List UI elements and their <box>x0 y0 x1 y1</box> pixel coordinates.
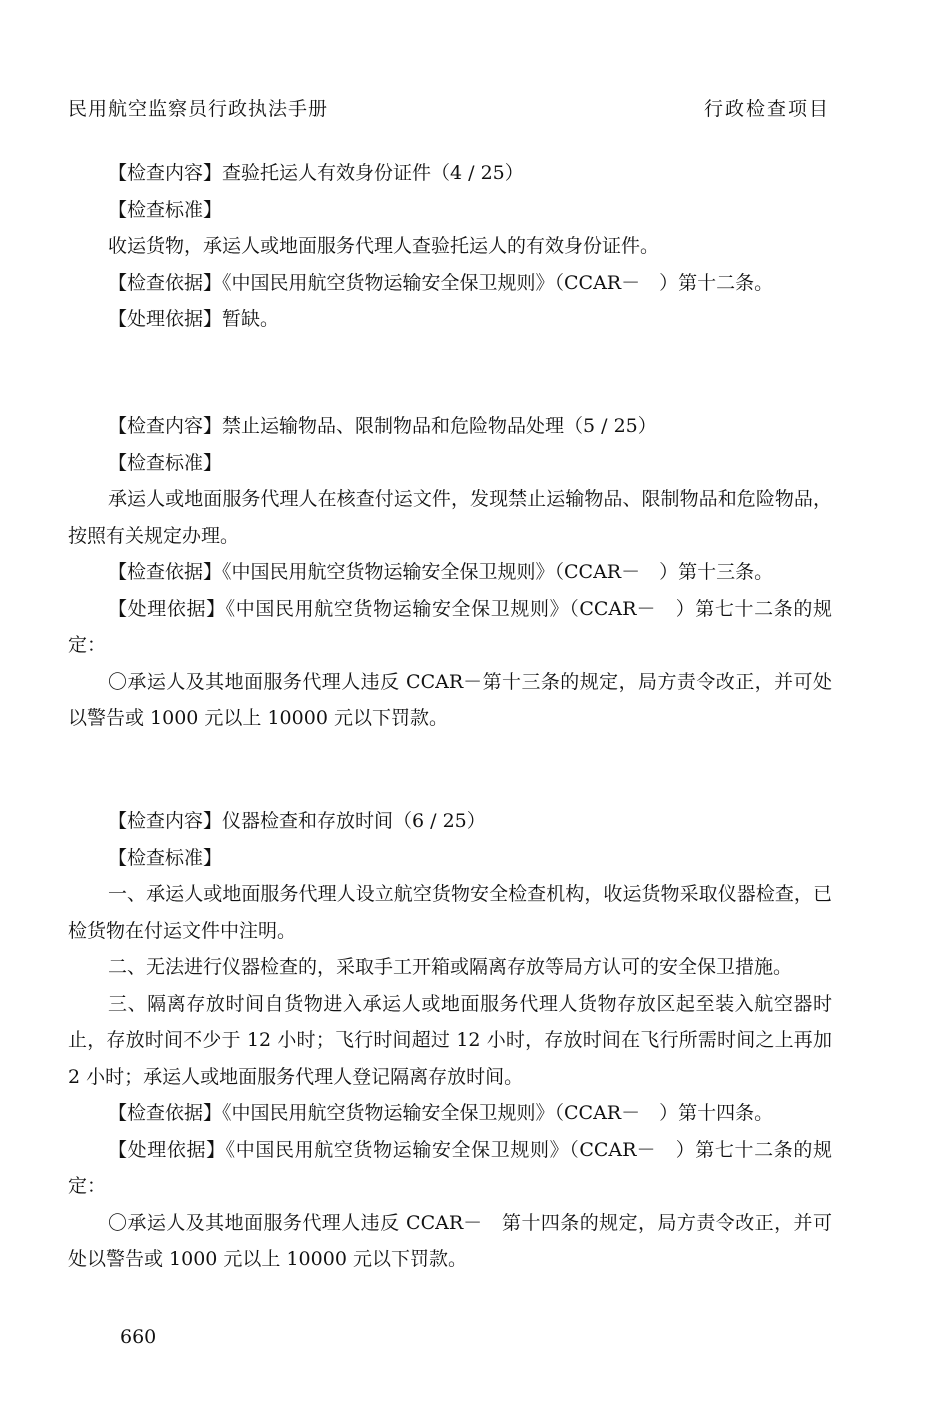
penalty-clause: 〇承运人及其地面服务代理人违反 CCAR－第十三条的规定，局方责令改正，并可处以警告或 1000 元以上 10000 元以下罚款。 <box>68 670 832 729</box>
standard-text: 承运人或地面服务代理人在核查付运文件，发现禁止运输物品、限制物品和危险物品，按照有关规定办理。 <box>68 488 832 547</box>
chapter-title: 行政检查项目 <box>703 98 830 120</box>
inspection-item-4 <box>68 155 832 338</box>
inspection-item-5 <box>68 408 832 737</box>
handling-basis: 【处理依据】《中国民用航空货物运输安全保卫规则》（CCAR－ ）第七十二条的规定： <box>68 597 832 656</box>
page-number: 660 <box>120 1326 157 1348</box>
handling-basis: 【处理依据】《中国民用航空货物运输安全保卫规则》（CCAR－ ）第七十二条的规定： <box>68 1138 832 1197</box>
inspection-basis: 【检查依据】《中国民用航空货物运输安全保卫规则》（CCAR－ ）第十二条。 <box>108 271 774 294</box>
page-header <box>68 94 830 124</box>
penalty-clause: 〇承运人及其地面服务代理人违反 CCAR－ 第十四条的规定，局方责令改正，并可处以警告或 1000 元以上 10000 元以下罚款。 <box>68 1211 832 1270</box>
inspection-basis: 【检查依据】《中国民用航空货物运输安全保卫规则》（CCAR－ ）第十四条。 <box>108 1102 774 1124</box>
inspection-content: 【检查内容】禁止运输物品、限制物品和危险物品处理（5 / 25） <box>108 415 657 437</box>
standard-item-2: 二、无法进行仪器检查的，采取手工开箱或隔离存放等局方认可的安全保卫措施。 <box>108 956 793 978</box>
handling-basis: 【处理依据】暂缺。 <box>108 308 280 330</box>
manual-title: 民用航空监察员行政执法手册 <box>68 98 329 120</box>
inspection-basis: 【检查依据】《中国民用航空货物运输安全保卫规则》（CCAR－ ）第十三条。 <box>108 561 774 583</box>
standard-label: 【检查标准】 <box>108 198 223 221</box>
inspection-content: 【检查内容】查验托运人有效身份证件（4 / 25） <box>108 162 524 184</box>
standard-item-1: 一、承运人或地面服务代理人设立航空货物安全检查机构，收运货物采取仪器检查，已检货物在付运文件中注明。 <box>68 883 832 942</box>
inspection-item-6 <box>68 803 832 1278</box>
standard-label: 【检查标准】 <box>108 451 223 474</box>
standard-label: 【检查标准】 <box>108 846 223 869</box>
standard-item-3: 三、隔离存放时间自货物进入承运人或地面服务代理人货物存放区起至装入航空器时止，存放时间不少于 12 小时；飞行时间超过 12 小时，存放时间在飞行所需时间之上再加 2 小时；承运人或地面服务代理人登记隔离存放时间。 <box>68 992 832 1088</box>
inspection-content: 【检查内容】仪器检查和存放时间（6 / 25） <box>108 810 486 832</box>
standard-text: 收运货物，承运人或地面服务代理人查验托运人的有效身份证件。 <box>108 235 660 257</box>
